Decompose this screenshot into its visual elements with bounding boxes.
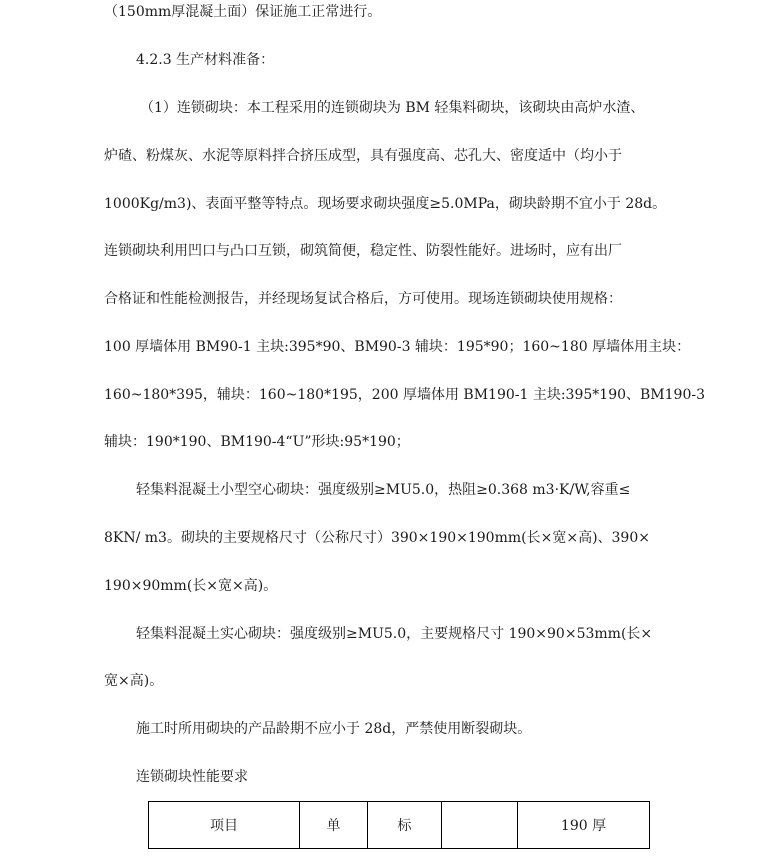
text-line: 轻集料混凝土小型空心砌块：强度级别≥MU5.0，热阻≥0.368 m3·K/W,容重≤ <box>136 482 631 498</box>
text-line: 190×90mm(长×宽×高)。 <box>104 578 278 594</box>
text-line: 8KN/ m3。砌块的主要规格尺寸（公称尺寸）390×190×190mm(长×宽×高)、390× <box>104 530 650 546</box>
text-line: 炉碴、粉煤灰、水泥等原料拌合挤压成型，具有强度高、芯孔大、密度适中（均小于 <box>104 148 622 164</box>
text-line: 160~180*395，辅块：160~180*195，200 厚墙体用 BM190-1 主块:395*190、BM190-3 <box>104 387 705 403</box>
text-line: 连锁砌块利用凹口与凸口互锁，砌筑简便，稳定性、防裂性能好。进场时，应有出厂 <box>104 243 622 259</box>
performance-table <box>148 801 650 849</box>
text-line: 100 厚墙体用 BM90-1 主块:395*90、BM90-3 辅块：195*90；160~180 厚墙体用主块： <box>104 339 691 355</box>
text-line: 宽×高)。 <box>104 673 164 689</box>
section-heading: 4.2.3 生产材料准备： <box>136 52 275 68</box>
table-caption: 连锁砌块性能要求 <box>136 769 248 785</box>
text-line: 合格证和性能检测报告，并经现场复试合格后，方可使用。现场连锁砌块使用规格： <box>104 291 622 307</box>
text-line: （150mm厚混凝土面）保证施工正常进行。 <box>104 4 382 20</box>
text-line: 1000Kg/m3)、表面平整等特点。现场要求砌块强度≥5.0MPa，砌块龄期不宜小于 28d。 <box>104 196 667 212</box>
table-header-cell: 标 <box>368 802 442 849</box>
text-line: （1）连锁砌块：本工程采用的连锁砌块为 BM 轻集料砌块，该砌块由高炉水渣、 <box>140 100 645 116</box>
table-header-cell: 190 厚 <box>518 802 650 849</box>
table-header-cell: 项目 <box>149 802 300 849</box>
text-line: 施工时所用砌块的产品龄期不应小于 28d，严禁使用断裂砌块。 <box>136 721 532 737</box>
table-header-cell: 单 <box>300 802 368 849</box>
table-header-cell <box>442 802 518 849</box>
text-line: 辅块：190*190、BM190-4“U”形块:95*190； <box>104 434 410 450</box>
table-header-row <box>149 802 650 849</box>
text-line: 轻集料混凝土实心砌块：强度级别≥MU5.0，主要规格尺寸 190×90×53mm(长× <box>136 626 653 642</box>
